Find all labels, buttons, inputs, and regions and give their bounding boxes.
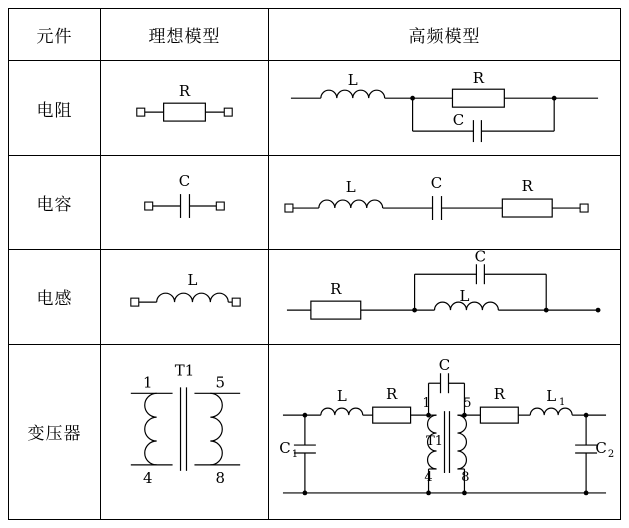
- label-C1: C: [279, 438, 291, 457]
- label-pin-8: 8: [461, 469, 470, 485]
- label-L: L: [187, 270, 198, 289]
- row-label-inductor: 电感: [9, 249, 101, 344]
- hf-model-capacitor: [269, 156, 621, 249]
- hf-model-transformer: [269, 344, 621, 519]
- label-R: R: [178, 82, 191, 101]
- ideal-model-resistor: [101, 61, 269, 156]
- label-R: R: [330, 279, 342, 298]
- inductor-hf-schematic: [269, 250, 620, 344]
- label-pin-4: 4: [424, 469, 433, 485]
- component-models-table: [8, 8, 621, 520]
- label-R-secondary: R: [493, 385, 505, 404]
- label-L1: L: [546, 387, 557, 406]
- label-R: R: [386, 385, 398, 404]
- label-T1: T1: [426, 433, 443, 449]
- label-R: R: [521, 177, 533, 196]
- transformer-ideal-schematic: [101, 345, 268, 519]
- label-C: C: [474, 249, 487, 265]
- label-pin-1: 1: [422, 395, 431, 411]
- label-T1: T1: [174, 361, 195, 380]
- table-header-row: [9, 9, 621, 61]
- hf-model-inductor: [269, 249, 621, 344]
- row-label-transformer: 变压器: [9, 344, 101, 519]
- label-C1-subscript: 1: [291, 448, 299, 460]
- label-pin-8: 8: [215, 468, 226, 487]
- inductor-ideal-schematic: [101, 250, 268, 344]
- header-component: 元件: [9, 9, 101, 61]
- table-row: [9, 61, 621, 156]
- label-pin-1: 1: [142, 373, 153, 392]
- label-L: L: [336, 387, 347, 406]
- label-C: C: [452, 111, 465, 130]
- header-ideal-model: 理想模型: [101, 9, 269, 61]
- label-L1-subscript: 1: [558, 396, 566, 408]
- ideal-model-capacitor: [101, 156, 269, 249]
- hf-model-resistor: [269, 61, 621, 156]
- transformer-hf-schematic: [269, 345, 620, 519]
- label-pin-4: 4: [142, 468, 153, 487]
- capacitor-ideal-schematic: [101, 156, 268, 248]
- table-row: [9, 344, 621, 519]
- table-row: [9, 156, 621, 249]
- label-C: C: [430, 174, 443, 193]
- header-hf-model: 高频模型: [269, 9, 621, 61]
- label-C2: C: [595, 438, 607, 457]
- ideal-model-inductor: [101, 249, 269, 344]
- label-C: C: [438, 356, 451, 375]
- label-pin-5: 5: [463, 395, 472, 411]
- label-pin-5: 5: [215, 373, 226, 392]
- ideal-model-transformer: [101, 344, 269, 519]
- resistor-ideal-schematic: [101, 61, 268, 155]
- label-L: L: [345, 178, 356, 197]
- table-row: [9, 249, 621, 344]
- label-L: L: [347, 71, 358, 90]
- row-label-capacitor: 电容: [9, 156, 101, 249]
- capacitor-hf-schematic: [269, 156, 620, 248]
- label-C: C: [178, 172, 191, 191]
- label-L: L: [459, 286, 470, 305]
- label-C2-subscript: 2: [607, 448, 615, 460]
- row-label-resistor: 电阻: [9, 61, 101, 156]
- label-R: R: [472, 69, 485, 88]
- resistor-hf-schematic: [269, 61, 620, 155]
